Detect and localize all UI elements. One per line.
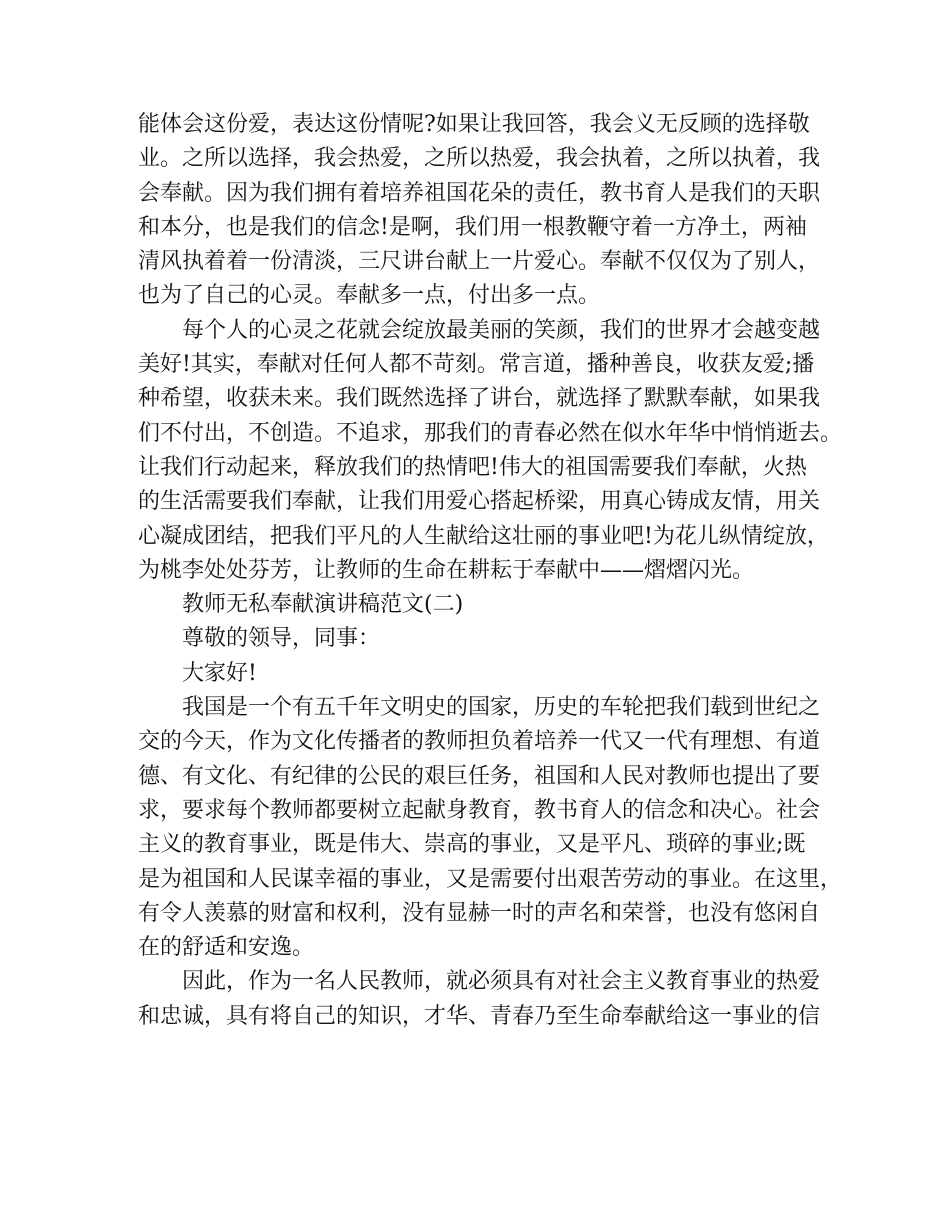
text-line: 和忠诚，具有将自己的知识，才华、青春乃至生命奉献给这一事业的信 <box>138 1003 821 1029</box>
text-line: 业。之所以选择，我会热爱，之所以热爱，我会执着，之所以执着，我 <box>138 146 821 172</box>
text-line: 我国是一个有五千年文明史的国家，历史的车轮把我们载到世纪之 <box>182 695 821 721</box>
text-line: 每个人的心灵之花就会绽放最美丽的笑颜，我们的世界才会越变越 <box>182 317 821 343</box>
text-line: 能体会这份爱，表达这份情呢?如果让我回答，我会义无反顾的选择敬 <box>138 112 810 137</box>
text-line: 为桃李处处芬芳，让教师的生命在耕耘于奉献中——熠熠闪光。 <box>138 557 755 583</box>
text-line: 尊敬的领导，同事： <box>182 626 381 652</box>
text-line: 也为了自己的心灵。奉献多一点，付出多一点。 <box>138 283 601 309</box>
text-line: 求，要求每个教师都要树立起献身教育，教书育人的信念和决心。社会 <box>138 797 821 823</box>
text-line: 主义的教育事业，既是伟大、崇高的事业，又是平凡、琐碎的事业;既 <box>138 832 806 858</box>
text-line: 种希望，收获未来。我们既然选择了讲台，就选择了默默奉献，如果我 <box>138 386 821 412</box>
text-line: 是为祖国和人民谋幸福的事业，又是需要付出艰苦劳动的事业。在这里， <box>138 866 843 892</box>
text-line: 和本分，也是我们的信念!是啊，我们用一根教鞭守着一方净土，两袖 <box>138 214 807 240</box>
text-line: 的生活需要我们奉献，让我们用爱心搭起桥梁，用真心铸成友情，用关 <box>138 489 821 515</box>
text-line: 在的舒适和安逸。 <box>138 935 315 961</box>
text-line: 会奉献。因为我们拥有着培养祖国花朵的责任，教书育人是我们的天职 <box>138 180 821 206</box>
text-line: 交的今天，作为文化传播者的教师担负着培养一代又一代有理想、有道 <box>138 729 821 755</box>
text-line: 心凝成团结，把我们平凡的人生献给这壮丽的事业吧!为花儿纵情绽放， <box>138 523 829 549</box>
text-line: 让我们行动起来，释放我们的热情吧!伟大的祖国需要我们奉献，火热 <box>138 454 807 480</box>
text-line: 德、有文化、有纪律的公民的艰巨任务，祖国和人民对教师也提出了要 <box>138 763 821 789</box>
text-line: 有令人羡慕的财富和权利，没有显赫一时的声名和荣誉，也没有悠闲自 <box>138 900 821 926</box>
text-line: 大家好! <box>182 660 257 686</box>
text-line: 美好!其实，奉献对任何人都不苛刻。常言道，播种善良，收获友爱;播 <box>138 352 815 378</box>
document-body <box>138 108 843 1034</box>
text-line: 清风执着着一份清淡，三尺讲台献上一片爱心。奉献不仅仅为了别人， <box>138 249 821 275</box>
text-line: 因此，作为一名人民教师，就必须具有对社会主义教育事业的热爱 <box>182 969 821 995</box>
text-line: 教师无私奉献演讲稿范文(二) <box>182 592 464 618</box>
text-line: 们不付出，不创造。不追求，那我们的青春必然在似水年华中悄悄逝去。 <box>138 420 843 446</box>
